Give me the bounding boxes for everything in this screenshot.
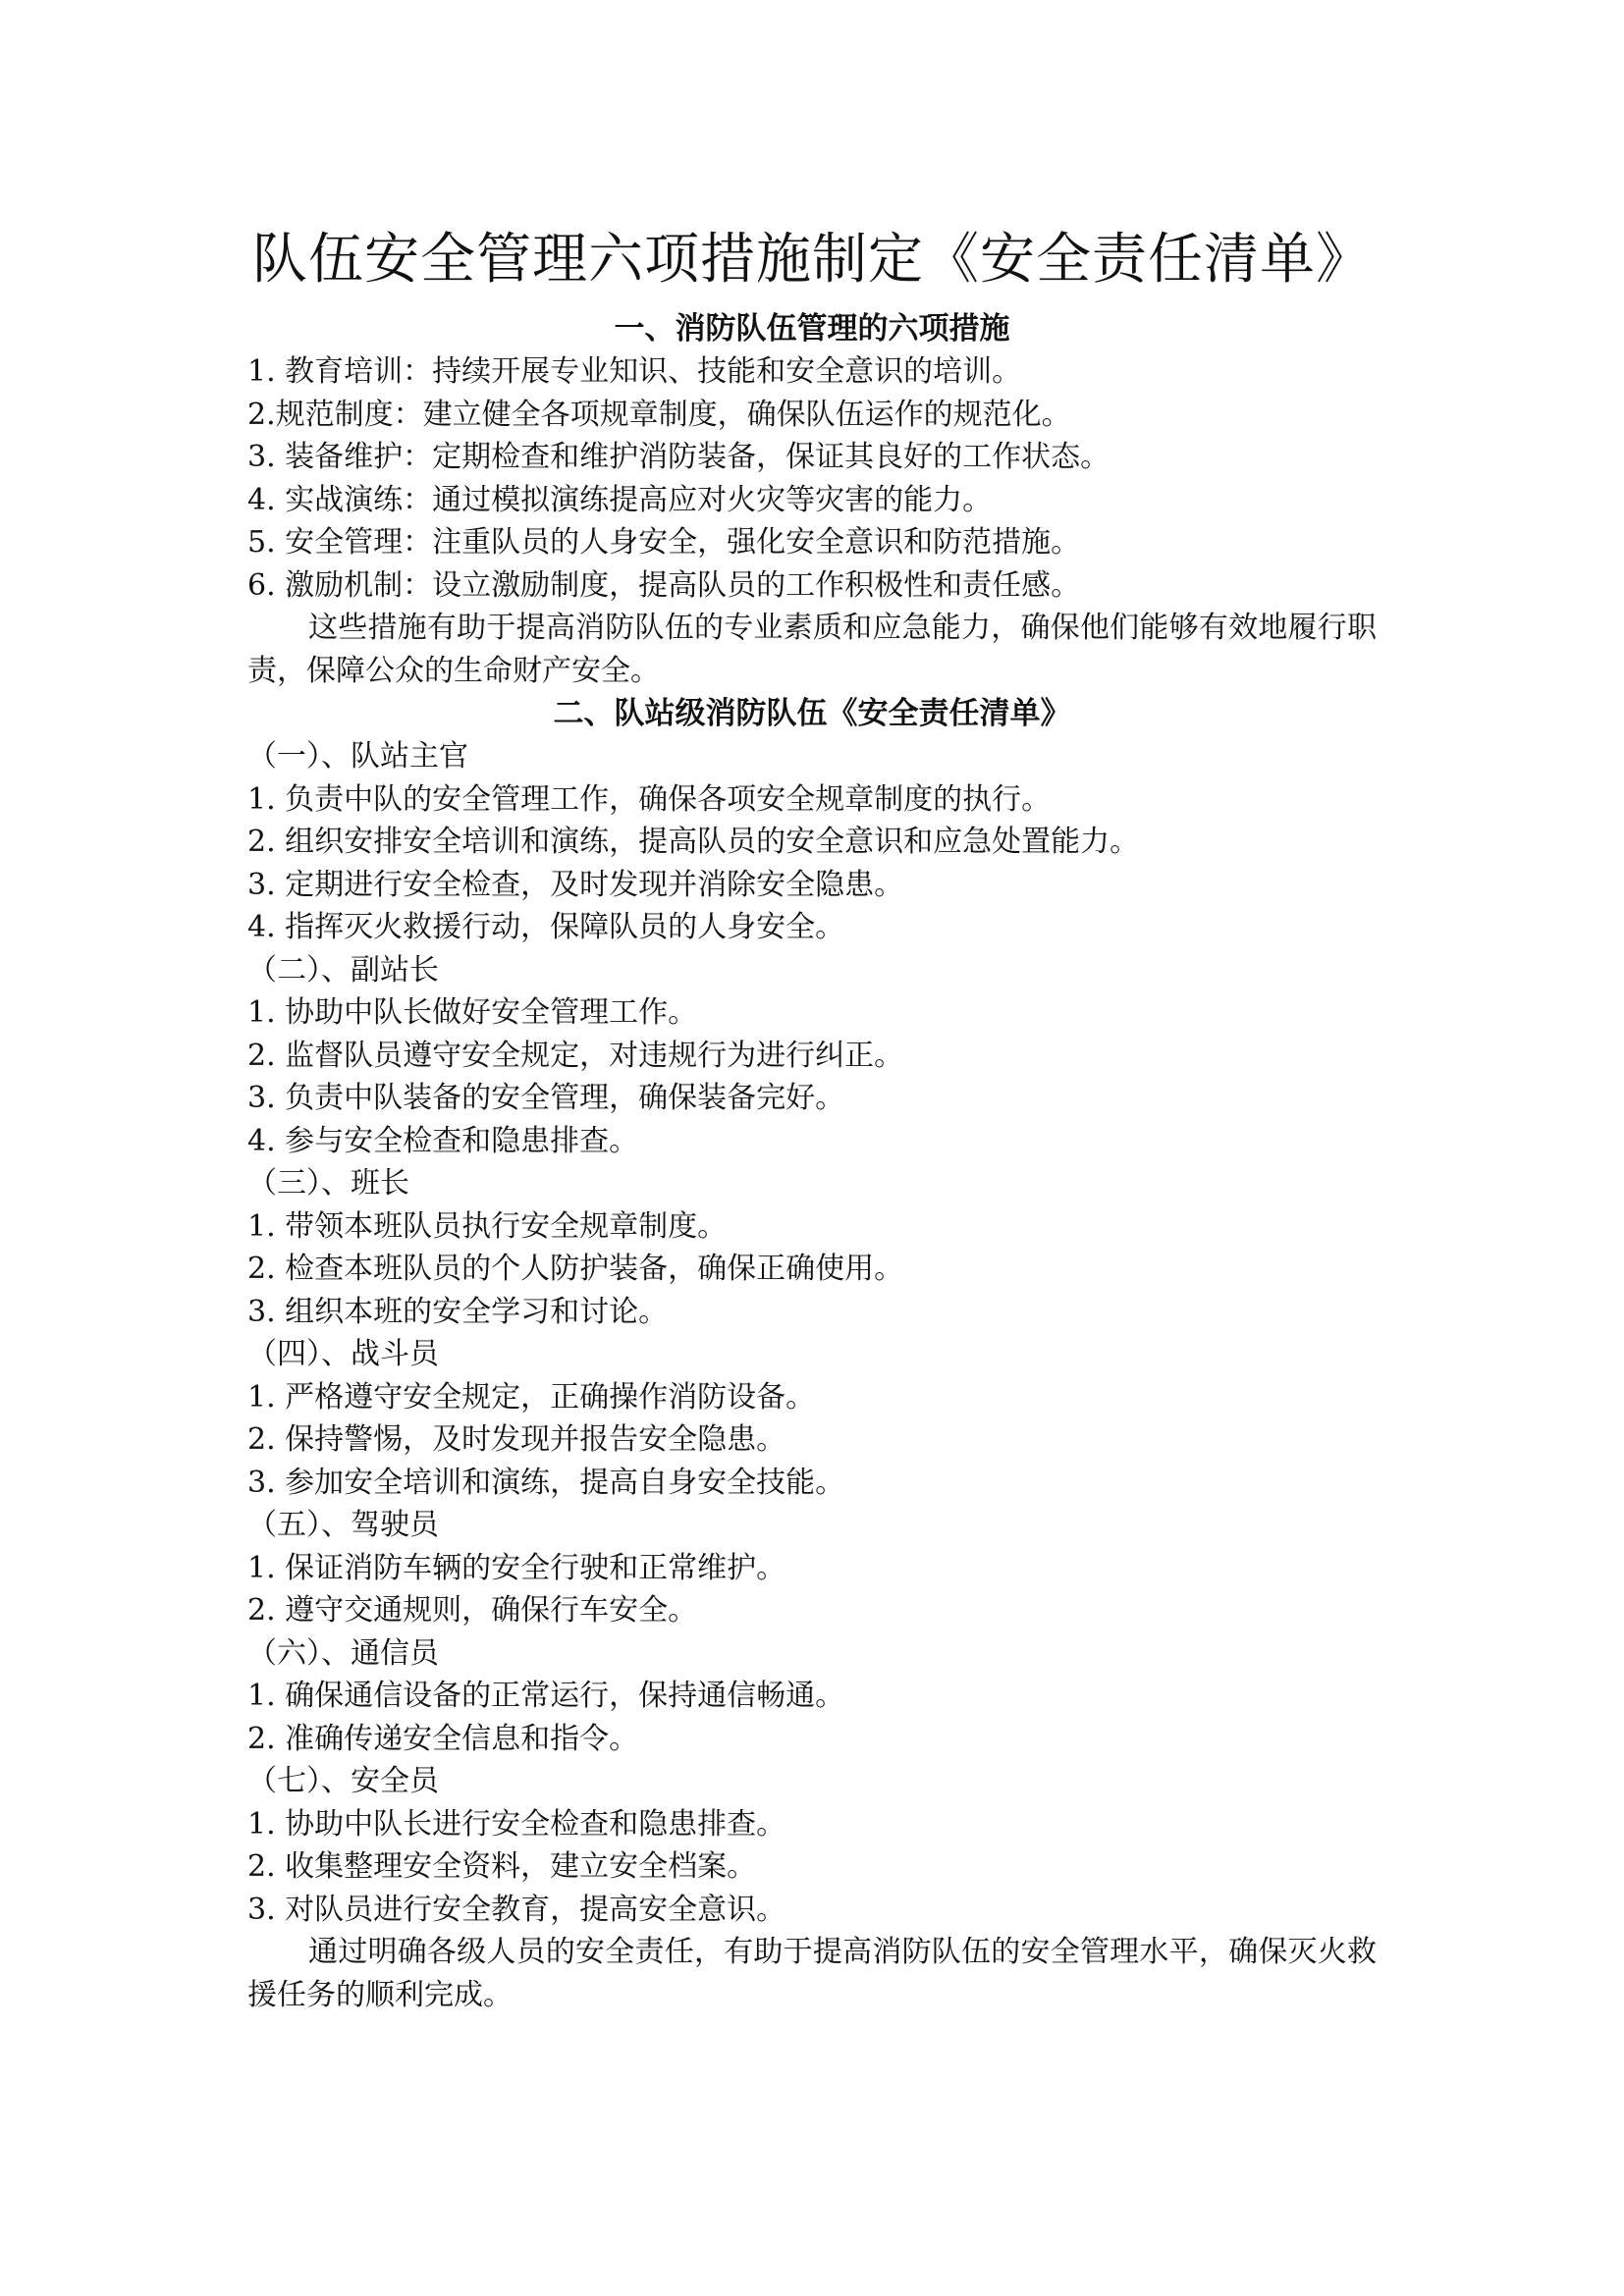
duty-item: 2. 组织安排安全培训和演练，提高队员的安全意识和应急处置能力。 bbox=[247, 825, 1140, 859]
duty-item: 2. 收集整理安全资料，建立安全档案。 bbox=[247, 1849, 757, 1884]
section-1-list bbox=[247, 350, 1377, 607]
duty-item: 1. 带领本班队员执行安全规章制度。 bbox=[247, 1208, 728, 1244]
role-heading: （六）、通信员 bbox=[247, 1635, 439, 1671]
duty-item: 1. 协助中队长做好安全管理工作。 bbox=[247, 995, 698, 1030]
measure-item: 6. 激励机制：设立激励制度，提高队员的工作积极性和责任感。 bbox=[247, 567, 1081, 603]
role-heading: （七）、安全员 bbox=[247, 1764, 439, 1798]
measure-item: 4. 实战演练：通过模拟演练提高应对火灾等灾害的能力。 bbox=[247, 482, 993, 517]
section-2-heading: 二、队站级消防队伍《安全责任清单》 bbox=[553, 696, 1071, 731]
document-page bbox=[247, 221, 1377, 2016]
duty-item: 1. 协助中队长进行安全检查和隐患排查。 bbox=[247, 1806, 786, 1842]
duty-item: 2. 遵守交通规则，确保行车安全。 bbox=[247, 1593, 698, 1628]
role-heading: （五）、驾驶员 bbox=[247, 1508, 439, 1542]
measure-item: 5. 安全管理：注重队员的人身安全，强化安全意识和防范措施。 bbox=[247, 525, 1081, 560]
duty-item: 3. 对队员进行安全教育，提高安全意识。 bbox=[247, 1892, 786, 1927]
duty-item: 2. 保持警惕，及时发现并报告安全隐患。 bbox=[247, 1422, 786, 1457]
duty-item: 1. 严格遵守安全规定，正确操作消防设备。 bbox=[247, 1379, 816, 1415]
role-block-firefighter bbox=[247, 1333, 1377, 1504]
duty-item: 2. 监督队员遵守安全规定，对违规行为进行纠正。 bbox=[247, 1038, 904, 1073]
role-heading: （三）、班长 bbox=[247, 1166, 409, 1201]
duty-item: 4. 指挥灭火救援行动，保障队员的人身安全。 bbox=[247, 910, 845, 944]
role-block-driver bbox=[247, 1504, 1377, 1632]
duty-item: 2. 检查本班队员的个人防护装备，确保正确使用。 bbox=[247, 1252, 904, 1286]
duty-item: 3. 参加安全培训和演练，提高自身安全技能。 bbox=[247, 1465, 845, 1500]
document-title: 队伍安全管理六项措施制定《安全责任清单》 bbox=[252, 228, 1372, 292]
section-2-summary: 通过明确各级人员的安全责任，有助于提高消防队伍的安全管理水平，确保灭火救援任务的顺利完成。 bbox=[247, 1935, 1377, 2012]
measure-item: 2.规范制度：建立健全各项规章制度，确保队伍运作的规范化。 bbox=[247, 397, 1071, 432]
measure-item: 3. 装备维护：定期检查和维护消防装备，保证其良好的工作状态。 bbox=[247, 440, 1110, 474]
role-block-station-chief bbox=[247, 735, 1377, 949]
section-1-heading: 一、消防队伍管理的六项措施 bbox=[614, 311, 1010, 347]
role-heading: （二）、副站长 bbox=[247, 952, 439, 988]
duty-item: 3. 负责中队装备的安全管理，确保装备完好。 bbox=[247, 1081, 845, 1115]
role-heading: （四）、战斗员 bbox=[247, 1337, 439, 1371]
role-block-deputy-chief bbox=[247, 949, 1377, 1163]
duty-item: 3. 定期进行安全检查，及时发现并消除安全隐患。 bbox=[247, 867, 904, 902]
duty-item: 2. 准确传递安全信息和指令。 bbox=[247, 1721, 639, 1756]
role-block-squad-leader bbox=[247, 1162, 1377, 1333]
measure-item: 1. 教育培训：持续开展专业知识、技能和安全意识的培训。 bbox=[247, 354, 1022, 389]
duty-item: 4. 参与安全检查和隐患排查。 bbox=[247, 1123, 639, 1158]
duty-item: 3. 组织本班的安全学习和讨论。 bbox=[247, 1294, 669, 1329]
duty-item: 1. 确保通信设备的正常运行，保持通信畅通。 bbox=[247, 1679, 845, 1713]
duty-item: 1. 负责中队的安全管理工作，确保各项安全规章制度的执行。 bbox=[247, 781, 1052, 817]
role-block-safety-officer bbox=[247, 1760, 1377, 1931]
role-heading: （一）、队站主官 bbox=[247, 739, 468, 774]
role-block-communicator bbox=[247, 1632, 1377, 1761]
duty-item: 1. 保证消防车辆的安全行驶和正常维护。 bbox=[247, 1550, 786, 1585]
section-1-summary: 这些措施有助于提高消防队伍的专业素质和应急能力，确保他们能够有效地履行职责，保障公众的生命财产安全。 bbox=[247, 611, 1377, 688]
